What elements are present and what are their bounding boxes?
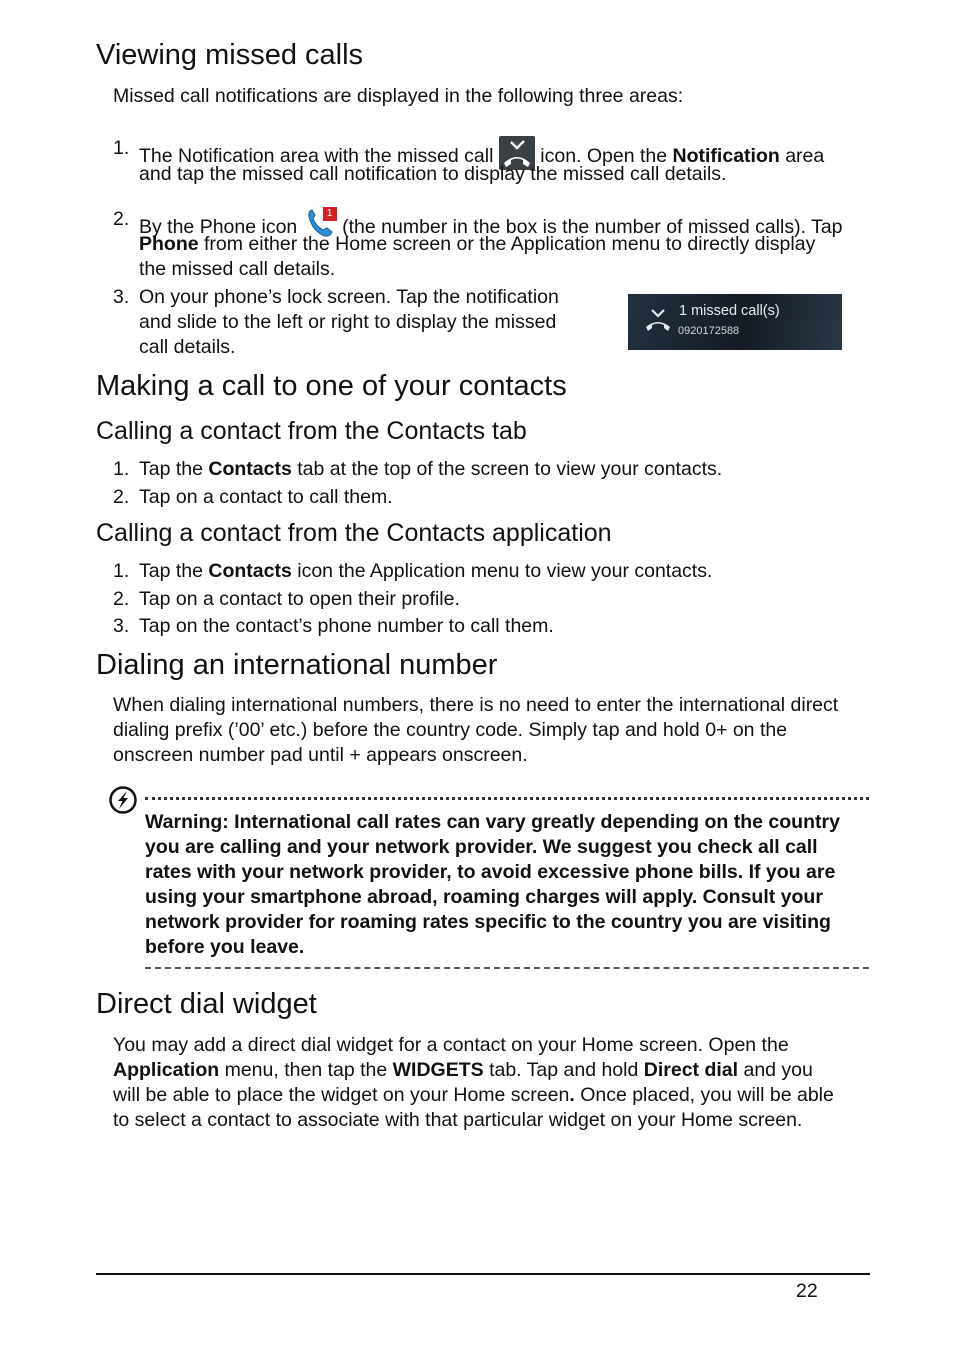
warning-line: Warning: International call rates can vary greatly depending on the country xyxy=(145,811,840,833)
list-text: (the number in the box is the number of missed calls). Tap xyxy=(342,216,843,238)
list-text: tab at the top of the screen to view your contacts. xyxy=(297,458,723,480)
heading-contacts-tab: Calling a contact from the Contacts tab xyxy=(96,417,527,445)
list-number: 1. xyxy=(113,137,130,159)
list-item xyxy=(113,614,554,639)
warning-top-rule xyxy=(145,797,869,800)
bold-term: Direct dial xyxy=(643,1059,739,1081)
text-run: tab. Tap and hold xyxy=(489,1059,639,1081)
list-number: 2. xyxy=(113,588,130,610)
warning-bolt-icon xyxy=(108,785,138,815)
list-number: 1. xyxy=(113,458,130,480)
list-text: area xyxy=(785,145,825,167)
warning-bottom-rule xyxy=(145,967,869,969)
lock-notice-number: 0920172588 xyxy=(678,325,740,337)
list-item xyxy=(113,285,559,360)
bold-term: WIDGETS xyxy=(392,1059,484,1081)
heading-contacts-app: Calling a contact from the Contacts application xyxy=(96,519,612,547)
list-text: from either the Home screen or the Application menu to directly display xyxy=(204,233,816,255)
bold-term: . xyxy=(569,1084,575,1106)
missed-call-icon xyxy=(644,306,672,334)
bold-term: Phone xyxy=(139,233,199,255)
paragraph-line: dialing prefix (’00’ etc.) before the country code. Simply tap and hold 0+ on the xyxy=(113,719,788,741)
text-run: Once placed, you will be able xyxy=(580,1084,834,1106)
missed-count-badge: 1 xyxy=(323,207,337,221)
lock-notice-title: 1 missed call(s) xyxy=(679,303,780,319)
list-text: Tap on the contact’s phone number to call them. xyxy=(139,615,554,637)
footer-rule xyxy=(96,1273,870,1275)
list-item xyxy=(113,587,460,612)
list-number: 3. xyxy=(113,615,130,637)
list-number: 2. xyxy=(113,486,130,508)
bold-term: Contacts xyxy=(208,458,292,480)
list-item xyxy=(113,559,713,584)
paragraph-line: to select a contact to associate with that particular widget on your Home screen. xyxy=(113,1109,803,1131)
list-text-cont: the missed call details. xyxy=(139,258,336,280)
page-number: 22 xyxy=(796,1280,818,1302)
text-run: will be able to place the widget on your Home screen xyxy=(113,1084,570,1106)
list-text: and slide to the left or right to display the missed xyxy=(139,311,557,333)
warning-line: rates with your network provider, to avoid excessive phone bills. If you are xyxy=(145,861,836,883)
list-text-cont: and tap the missed call notification to display the missed call details. xyxy=(139,163,727,185)
paragraph-line xyxy=(113,1058,834,1083)
list-text: On your phone’s lock screen. Tap the notification xyxy=(139,286,559,308)
warning-line: before you leave. xyxy=(145,936,305,958)
list-number: 2. xyxy=(113,208,130,230)
bold-term: Application xyxy=(113,1059,220,1081)
list-text: Tap on a contact to call them. xyxy=(139,486,393,508)
list-text: icon. Open the xyxy=(540,145,668,167)
paragraph-line: When dialing international numbers, there is no need to enter the international direct xyxy=(113,694,839,716)
heading-direct-dial-widget: Direct dial widget xyxy=(96,988,317,1020)
list-text: call details. xyxy=(139,336,236,358)
list-text-cont xyxy=(139,232,815,257)
heading-viewing-missed-calls: Viewing missed calls xyxy=(96,39,364,71)
list-number: 1. xyxy=(113,560,130,582)
heading-dialing-international: Dialing an international number xyxy=(96,649,498,681)
warning-line: network provider for roaming rates specific to the country you are visiting xyxy=(145,911,831,933)
list-text: By the Phone icon xyxy=(139,216,298,238)
bold-term: Notification xyxy=(672,145,780,167)
intl-paragraph xyxy=(113,693,838,768)
paragraph-line: You may add a direct dial widget for a contact on your Home screen. Open the xyxy=(113,1034,789,1056)
bold-term: Contacts xyxy=(208,560,292,582)
warning-line: using your smartphone abroad, roaming charges will apply. Consult your xyxy=(145,886,823,908)
warning-line: you are calling and your network provider. We suggest you check all call xyxy=(145,836,818,858)
paragraph-line xyxy=(113,1083,834,1108)
warning-box xyxy=(145,810,840,960)
missed-intro: Missed call notifications are displayed in the following three areas: xyxy=(113,85,684,107)
list-number: 3. xyxy=(113,286,130,308)
list-text: icon the Application menu to view your contacts. xyxy=(297,560,713,582)
paragraph-line: onscreen number pad until + appears onscreen. xyxy=(113,744,528,766)
list-item xyxy=(113,457,723,482)
text-run: menu, then tap the xyxy=(224,1059,388,1081)
text-run: and you xyxy=(743,1059,813,1081)
list-text: The Notification area with the missed call xyxy=(139,145,494,167)
list-item xyxy=(113,485,393,510)
lock-screen-notification xyxy=(628,294,842,350)
heading-making-a-call: Making a call to one of your contacts xyxy=(96,370,567,402)
list-text: Tap the xyxy=(139,458,203,480)
list-text: Tap on a contact to open their profile. xyxy=(139,588,460,610)
list-text: Tap the xyxy=(139,560,203,582)
widget-paragraph xyxy=(113,1033,834,1133)
